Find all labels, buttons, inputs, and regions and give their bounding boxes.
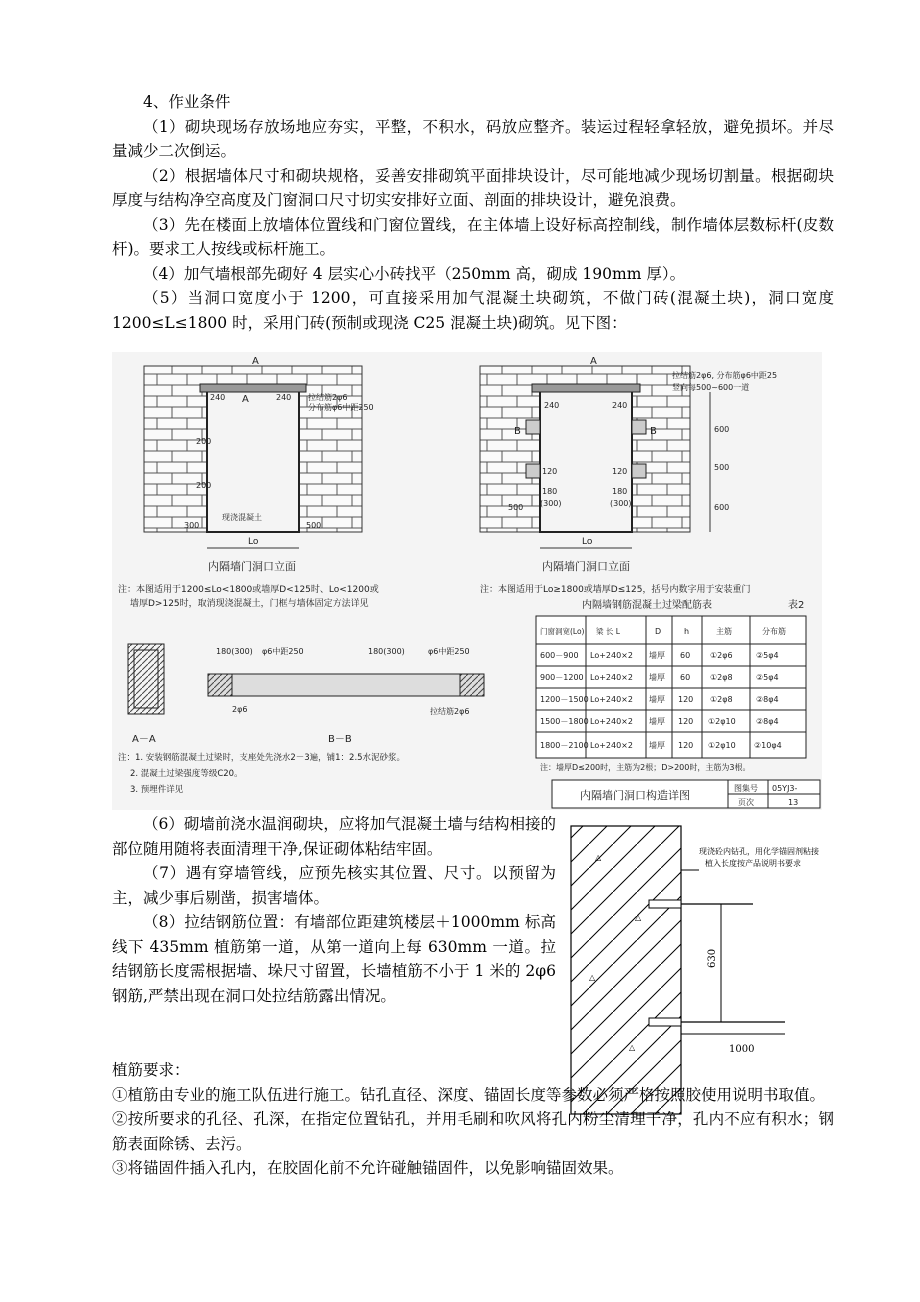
- right-dim-240a: 240: [544, 401, 560, 410]
- left-tie-rebar: 拉结筋2φ6: [308, 393, 348, 402]
- bb-dim-4: φ6中距250: [428, 647, 470, 656]
- table-cell: ①2φ10: [708, 717, 736, 726]
- table-cell: 1200－1500: [540, 695, 589, 704]
- right-lo: Lo: [582, 537, 593, 547]
- left-lo: Lo: [248, 537, 259, 547]
- paragraph-item-6: （6）砌墙前浇水温润砌块，应将加气混凝土墙与结构相接的部位随用随将表面清理干净,保证砌体粘结牢固。: [112, 815, 556, 858]
- table-cell: ①2φ8: [710, 673, 733, 682]
- rebar-table: [536, 598, 806, 773]
- th-d: D: [655, 627, 662, 636]
- table-cell: 60: [680, 651, 691, 660]
- left-dim-500: 500: [306, 521, 322, 530]
- bb-dim-5: 2φ6: [232, 705, 248, 714]
- right-dim-120b: 120: [612, 467, 628, 476]
- right-dim-600b: 600: [714, 503, 730, 512]
- table-cell: Lo+240×2: [590, 651, 633, 660]
- table-cell: ②5φ4: [756, 673, 779, 682]
- table-cell: Lo+240×2: [590, 741, 633, 750]
- left-dim-300: 300: [184, 521, 200, 530]
- section-aa-label: A－A: [132, 734, 156, 745]
- callout-2: 植入长度按产品说明书要求: [705, 859, 801, 868]
- section-bb: [208, 646, 484, 745]
- paragraph-item-3: （3）先在楼面上放墙体位置线和门窗位置线，在主体墙上设好标高控制线，制作墙体层数标杆(皮数杆)。要求工人按线或标杆施工。: [112, 215, 834, 258]
- right-vert: 竖向每500~600一道: [672, 383, 750, 392]
- paragraph-item-1: （1）砌块现场存放场地应夯实，平整，不积水，码放应整齐。装运过程轻拿轻放，避免损坏。并尽量减少二次倒运。: [112, 117, 834, 160]
- left-dim-240b: 240: [276, 393, 292, 402]
- right-tie: 拉结筋2φ6, 分布筋φ6中距25: [672, 371, 778, 380]
- table-cell: 600－900: [540, 651, 579, 660]
- text-block-top: [112, 90, 834, 335]
- paragraph-item-8: （8）拉结钢筋位置：有墙部位距建筑楼层＋1000mm 标高线下 435mm 植筋第一道，从第一道向上每 630mm 一道。拉结钢筋长度需根据墙、垛尺寸留置，长墙植筋不小于 1 米的 2φ6 钢筋,严禁出现在洞口处拉结筋露出情况。: [112, 913, 556, 1005]
- bottom-note-2: 2. 混凝土过梁强度等级C20。: [130, 769, 243, 779]
- text-block-bottom: [112, 1058, 834, 1181]
- table-no: 表2: [788, 600, 805, 611]
- table-title: 内隔墙钢筋混凝土过梁配筋表: [582, 600, 712, 611]
- right-title: 内隔墙门洞口立面: [542, 560, 630, 573]
- table-cell: Lo+240×2: [590, 695, 633, 704]
- left-dim-200b: 200: [196, 481, 212, 490]
- right-elevation: [480, 356, 777, 573]
- left-elevation: [144, 356, 374, 573]
- table-cell: ②8φ4: [756, 717, 779, 726]
- title-block-name: 内隔墙门洞口构造详图: [580, 789, 690, 802]
- right-dim-500b: 500: [714, 463, 730, 472]
- table-cell: ②10φ4: [754, 741, 782, 750]
- th-dist: 分布筋: [762, 627, 786, 636]
- aggregate-mark: △: [595, 853, 602, 862]
- right-dim-300b: (300): [610, 499, 632, 508]
- left-a-top: A: [252, 356, 259, 367]
- table-cell: Lo+240×2: [590, 717, 633, 726]
- table-cell: ②8φ4: [756, 695, 779, 704]
- callout-1: 现浇砼内钻孔，用化学锚固剂粘接: [699, 847, 819, 856]
- text-block-narrow: [112, 812, 556, 1008]
- table-cell: 900－1200: [540, 673, 584, 682]
- note-left-2: 墙厚D>125时，取消现浇混凝土，门框与墙体固定方法详见: [130, 599, 369, 609]
- rebar-item-3: ③将锚固件插入孔内，在胶固化前不允许碰触锚固件，以免影响锚固效果。: [112, 1159, 624, 1177]
- section-bb-label: B－B: [328, 734, 352, 745]
- right-dim-240b: 240: [612, 401, 628, 410]
- th-length: 梁 长 L: [596, 627, 620, 636]
- left-dim-200a: 200: [196, 437, 212, 446]
- paragraph-item-5: （5）当洞口宽度小于 1200，可直接采用加气混凝土块砌筑，不做门砖(混凝土块)，洞口宽度 1200≤L≤1800 时，采用门砖(预制或现浇 C25 混凝土块)砌筑。见下图：: [112, 289, 834, 332]
- table-cell: 墙厚: [649, 673, 665, 682]
- aggregate-mark: △: [635, 913, 642, 922]
- left-cast-concrete: 现浇混凝土: [222, 513, 262, 522]
- section-heading: 4、作业条件: [143, 93, 231, 111]
- right-b-right: B: [650, 426, 657, 437]
- bottom-note-1: 注：1. 安装钢筋混凝土过梁时，支座处先浇水2－3遍，铺1：2.5水泥砂浆。: [118, 753, 406, 763]
- left-dist-rebar: 分布筋φ6中距250: [308, 403, 374, 412]
- bb-dim-1: 180(300): [216, 647, 253, 656]
- title-block: [552, 780, 820, 808]
- th-main: 主筋: [716, 627, 732, 636]
- table-cell: ①2φ10: [708, 741, 736, 750]
- paragraph-item-7: （7）遇有穿墙管线，应预先核实其位置、尺寸。以预留为主，减少事后剔凿，损害墙体。: [112, 864, 556, 907]
- title-block-page-value: 13: [788, 798, 799, 807]
- table-cell: 墙厚: [649, 741, 665, 750]
- table-cell: Lo+240×2: [590, 673, 633, 682]
- rebar-heading: 植筋要求：: [112, 1061, 190, 1079]
- rebar-item-2: ②按所要求的孔径、孔深，在指定位置钻孔，并用毛刷和吹风将孔内粉尘清理干净，孔内不应有积水；钢筋表面除锈、去污。: [112, 1110, 834, 1153]
- section-aa: [128, 644, 164, 745]
- right-dim-600a: 600: [714, 425, 730, 434]
- right-b-left: B: [514, 426, 521, 437]
- left-a-mid: A: [242, 394, 249, 405]
- table-cell: ①2φ8: [710, 695, 733, 704]
- right-dim-180a: 180: [542, 487, 558, 496]
- aggregate-mark: △: [589, 973, 596, 982]
- table-cell: 1500－1800: [540, 717, 589, 726]
- table-cell: 120: [678, 741, 694, 750]
- table-cell: ②5φ4: [756, 651, 779, 660]
- table-cell: 120: [678, 695, 694, 704]
- right-dim-300a: (300): [540, 499, 562, 508]
- table-cell: 120: [678, 717, 694, 726]
- table-cell: 墙厚: [649, 717, 665, 726]
- table-cell: 1800－2100: [540, 741, 589, 750]
- dim-630: 630: [707, 948, 718, 968]
- rebar-item-1: ①植筋由专业的施工队伍进行施工。钻孔直径、深度、锚固长度等参数必须严格按照胶使用说明书取值。: [112, 1085, 826, 1104]
- note-left-1: 注：本图适用于1200≤Lo<1800或墙厚D<125时、Lo<1200或: [118, 585, 379, 595]
- th-opening: 门窗洞宽(Lo): [540, 627, 585, 636]
- left-dim-240a: 240: [210, 393, 226, 402]
- note-right-1: 注：本图适用于Lo≥1800或墙厚D≤125，括号内数字用于安装重门: [480, 585, 751, 595]
- bb-dim-3: 180(300): [368, 647, 405, 656]
- bottom-note-3: 3. 预埋件详见: [130, 785, 184, 795]
- title-block-atlas-label: 图集号: [734, 784, 758, 793]
- right-dim-120a: 120: [542, 467, 558, 476]
- dim-1000: 1000: [729, 1044, 755, 1055]
- bb-dim-6: 拉结筋2φ6: [430, 707, 470, 716]
- right-dim-500: 500: [508, 503, 524, 512]
- table-cell: 60: [680, 673, 691, 682]
- table-note: 注：墙厚D≤200时，主筋为2根；D>200时，主筋为3根。: [540, 763, 751, 772]
- bb-dim-2: φ6中距250: [262, 647, 304, 656]
- table-cell: 墙厚: [649, 695, 665, 704]
- door-opening-drawing: [112, 352, 822, 810]
- th-h: h: [684, 627, 690, 636]
- left-title: 内隔墙门洞口立面: [208, 560, 296, 573]
- right-a-top: A: [590, 356, 597, 367]
- table-cell: 墙厚: [649, 651, 665, 660]
- paragraph-item-2: （2）根据墙体尺寸和砌块规格，妥善安排砌筑平面排块设计，尽可能地减少现场切割量。根据砌块厚度与结构净空高度及门窗洞口尺寸切实安排好立面、剖面的排块设计，避免浪费。: [112, 166, 834, 209]
- title-block-atlas-value: 05YJ3-: [772, 784, 798, 793]
- table-cell: ①2φ6: [710, 651, 733, 660]
- right-dim-180b: 180: [612, 487, 628, 496]
- paragraph-item-4: （4）加气墙根部先砌好 4 层实心小砖找平（250mm 高，砌成 190mm 厚）。: [143, 264, 686, 283]
- aggregate-mark: △: [629, 1043, 636, 1052]
- title-block-page-label: 页次: [738, 798, 754, 807]
